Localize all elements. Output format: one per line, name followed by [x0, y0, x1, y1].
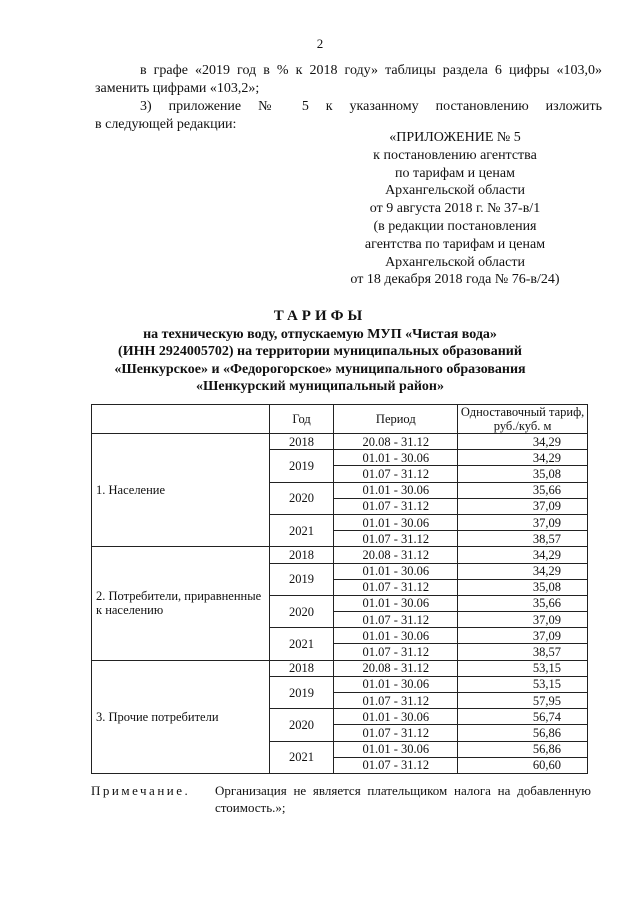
period-cell: 01.07 - 31.12 — [334, 644, 458, 660]
year-cell: 2021 — [269, 628, 334, 660]
tariff-cell: 57,95 — [458, 693, 588, 709]
header-period: Период — [334, 405, 458, 434]
header-tariff: Одноставочный тариф, руб./куб. м — [458, 405, 588, 434]
period-cell: 01.01 - 30.06 — [334, 563, 458, 579]
tariff-cell: 37,09 — [458, 514, 588, 530]
period-cell: 01.01 - 30.06 — [334, 595, 458, 611]
paragraph-line-4: в следующей редакции: — [95, 117, 237, 132]
tariff-cell: 34,29 — [458, 563, 588, 579]
year-cell: 2018 — [269, 547, 334, 563]
page-number: 2 — [316, 36, 324, 51]
table-row — [92, 434, 588, 450]
paragraph-line-3: 3) приложение № 5 к указанному постановлению изложить — [140, 99, 602, 114]
tariff-table — [91, 404, 588, 774]
title-heading: ТАРИФЫ — [273, 308, 367, 324]
tariff-cell: 37,09 — [458, 498, 588, 514]
year-cell: 2020 — [269, 709, 334, 741]
period-cell: 01.01 - 30.06 — [334, 628, 458, 644]
tariff-cell: 38,57 — [458, 644, 588, 660]
header-group — [92, 405, 270, 434]
tariff-cell: 34,29 — [458, 547, 588, 563]
period-cell: 01.07 - 31.12 — [334, 466, 458, 482]
tariff-cell: 60,60 — [458, 757, 588, 773]
period-cell: 01.01 - 30.06 — [334, 709, 458, 725]
tariff-cell: 37,09 — [458, 628, 588, 644]
note-text: Организация не является плательщиком налога на добавленную стоимость.»; — [215, 783, 591, 815]
group-name-cell: 2. Потребители, приравненные к населению — [92, 547, 270, 660]
year-cell: 2020 — [269, 482, 334, 514]
appendix-line: от 18 декабря 2018 года № 76-в/24) — [350, 272, 560, 288]
group-name-cell: 3. Прочие потребители — [92, 660, 270, 773]
period-cell: 01.01 - 30.06 — [334, 514, 458, 530]
year-cell: 2019 — [269, 563, 334, 595]
title-line: (ИНН 2924005702) на территории муниципальных образований — [118, 344, 522, 359]
paragraph-line-1: в графе «2019 год в % к 2018 году» таблицы раздела 6 цифры «103,0» — [140, 63, 602, 78]
appendix-line: по тарифам и ценам — [395, 165, 515, 181]
tariff-cell: 35,08 — [458, 466, 588, 482]
period-cell: 01.07 - 31.12 — [334, 725, 458, 741]
title-line: «Шенкурское» и «Федорогорское» муниципального образования — [114, 361, 526, 377]
appendix-line: Архангельской области — [385, 254, 525, 270]
tariff-cell: 35,08 — [458, 579, 588, 595]
period-cell: 20.08 - 31.12 — [334, 660, 458, 676]
period-cell: 01.01 - 30.06 — [334, 741, 458, 757]
note-label: Примечание. — [91, 783, 191, 798]
period-cell: 20.08 - 31.12 — [334, 547, 458, 563]
tariff-cell: 56,86 — [458, 741, 588, 757]
year-cell: 2019 — [269, 450, 334, 482]
document-title — [60, 308, 580, 396]
title-line: на техническую воду, отпускаемую МУП «Чистая вода» — [143, 326, 497, 342]
note-row — [91, 782, 591, 816]
period-cell: 01.01 - 30.06 — [334, 482, 458, 498]
appendix-line: к постановлению агентства — [373, 147, 537, 163]
year-cell: 2018 — [269, 660, 334, 676]
year-cell: 2021 — [269, 741, 334, 773]
appendix-line: от 9 августа 2018 г. № 37-в/1 — [369, 201, 541, 217]
tariff-cell: 34,29 — [458, 450, 588, 466]
group-name-cell: 1. Население — [92, 434, 270, 547]
tariff-cell: 56,86 — [458, 725, 588, 741]
period-cell: 20.08 - 31.12 — [334, 434, 458, 450]
tariff-cell: 53,15 — [458, 676, 588, 692]
title-line: «Шенкурский муниципальный район» — [196, 379, 444, 394]
period-cell: 01.07 - 31.12 — [334, 612, 458, 628]
period-cell: 01.07 - 31.12 — [334, 531, 458, 547]
year-cell: 2020 — [269, 595, 334, 627]
period-cell: 01.07 - 31.12 — [334, 693, 458, 709]
tariff-cell: 37,09 — [458, 612, 588, 628]
appendix-line: (в редакции постановления — [373, 218, 537, 234]
tariff-cell: 34,29 — [458, 434, 588, 450]
tariff-cell: 53,15 — [458, 660, 588, 676]
year-cell: 2019 — [269, 676, 334, 708]
period-cell: 01.01 - 30.06 — [334, 450, 458, 466]
tariff-cell: 56,74 — [458, 709, 588, 725]
year-cell: 2018 — [269, 434, 334, 450]
appendix-header — [330, 129, 580, 289]
paragraph-line-2: заменить цифрами «103,2»; — [95, 81, 260, 96]
table-header-row — [92, 405, 588, 434]
period-cell: 01.07 - 31.12 — [334, 579, 458, 595]
period-cell: 01.07 - 31.12 — [334, 498, 458, 514]
table-row — [92, 660, 588, 676]
note — [91, 782, 591, 816]
tariff-cell: 35,66 — [458, 595, 588, 611]
period-cell: 01.07 - 31.12 — [334, 757, 458, 773]
appendix-line: агентства по тарифам и ценам — [364, 236, 546, 252]
period-cell: 01.01 - 30.06 — [334, 676, 458, 692]
table-row — [92, 547, 588, 563]
header-year: Год — [269, 405, 334, 434]
tariff-cell: 35,66 — [458, 482, 588, 498]
tariff-cell: 38,57 — [458, 531, 588, 547]
appendix-line: Архангельской области — [385, 183, 525, 199]
appendix-line: «ПРИЛОЖЕНИЕ № 5 — [389, 130, 521, 145]
year-cell: 2021 — [269, 514, 334, 546]
